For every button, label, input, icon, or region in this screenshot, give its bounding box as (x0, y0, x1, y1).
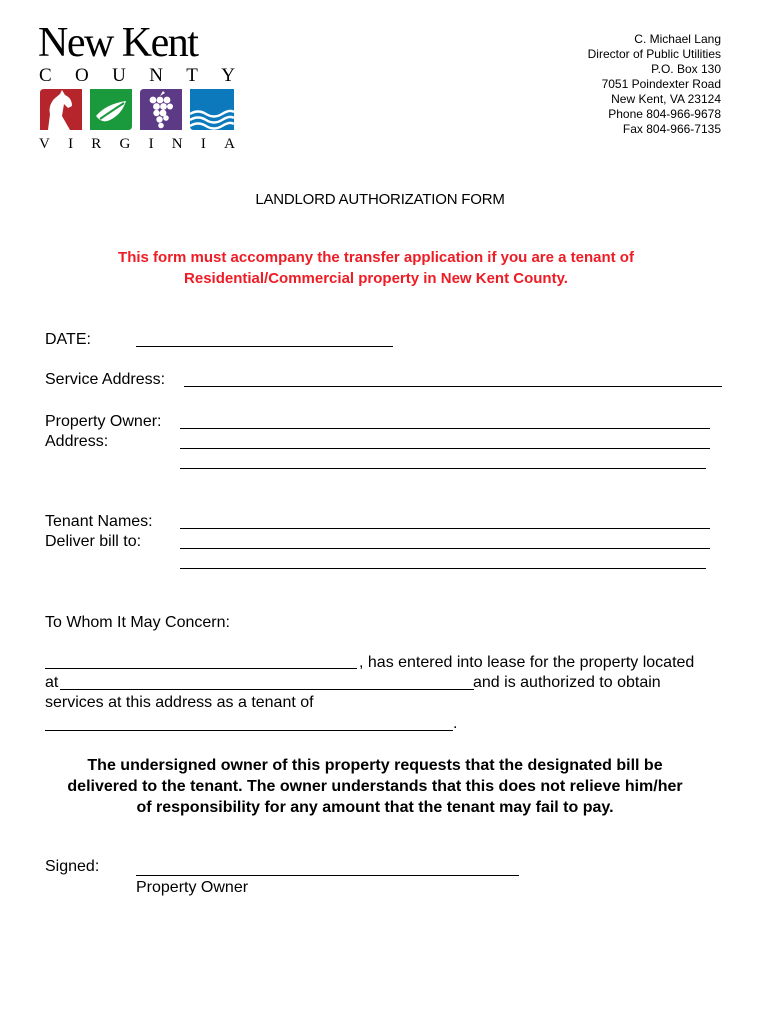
owner-statement (0, 755, 750, 818)
logo-letter: G (119, 136, 131, 152)
service-address-field[interactable] (184, 386, 722, 387)
logo-letter: A (224, 136, 235, 152)
lease-at-text: at (45, 674, 59, 691)
county-logo-county-word (39, 66, 235, 85)
statement-line: delivered to the tenant. The owner understands that this does not relieve him/her (67, 778, 683, 795)
form-title: LANDLORD AUTHORIZATION FORM (255, 191, 505, 208)
owner-address-label: Address: (45, 433, 109, 450)
logo-letter: R (91, 136, 102, 152)
notice-line: This form must accompany the transfer application if you are a tenant of (118, 249, 634, 266)
county-logo-state-word (39, 137, 235, 152)
address-line: C. Michael Lang (634, 32, 721, 46)
address-line: Fax 804-966-7135 (622, 122, 721, 136)
logo-letter: N (171, 136, 183, 152)
address-line: 7051 Poindexter Road (601, 77, 721, 91)
statement-line: The undersigned owner of this property requests that the designated bill be (87, 757, 663, 774)
logo-letter: C (39, 65, 52, 86)
authorized-text: and is authorized to obtain (473, 674, 661, 691)
property-owner-caption: Property Owner (136, 879, 249, 896)
period-text: . (453, 715, 458, 732)
signed-label: Signed: (45, 858, 100, 875)
deliver-bill-field[interactable] (180, 548, 710, 549)
notice-line: Residential/Commercial property in New Kent County. (184, 270, 568, 287)
address-line: New Kent, VA 23124 (611, 92, 721, 106)
owner-address-field-line2[interactable] (180, 468, 706, 469)
logo-letter: O (75, 65, 89, 86)
horse-emblem-icon (40, 89, 82, 130)
tenant-of-blank[interactable] (45, 730, 453, 731)
address-line: P.O. Box 130 (651, 62, 721, 76)
signature-field[interactable] (136, 875, 519, 876)
salutation: To Whom It May Concern: (45, 614, 230, 631)
water-emblem-icon (190, 89, 234, 130)
tenant-name-blank[interactable] (45, 668, 357, 669)
logo-letter: I (200, 136, 206, 152)
leaf-emblem-icon (90, 89, 132, 130)
logo-letter: Y (221, 65, 235, 86)
logo-letter: I (68, 136, 74, 152)
sender-address-block (588, 32, 721, 137)
address-line: Director of Public Utilities (587, 47, 721, 61)
tenant-names-field[interactable] (180, 528, 710, 529)
deliver-bill-field-line2[interactable] (180, 568, 706, 569)
address-line: Phone 804-966-9678 (608, 107, 721, 121)
date-label: DATE: (45, 331, 91, 348)
logo-letter: N (149, 65, 163, 86)
owner-address-field[interactable] (180, 448, 710, 449)
logo-letter: V (39, 136, 50, 152)
date-field[interactable] (136, 346, 393, 347)
property-owner-label: Property Owner: (45, 413, 162, 430)
county-logo-emblems (38, 86, 236, 133)
services-text: services at this address as a tenant of (45, 694, 314, 711)
form-notice (0, 247, 752, 289)
statement-line: of responsibility for any amount that the tenant may fail to pay. (136, 799, 614, 816)
grapes-emblem-icon (140, 89, 182, 130)
deliver-bill-label: Deliver bill to: (45, 533, 142, 550)
county-logo-name: New Kent (38, 20, 198, 66)
logo-letter: U (112, 65, 126, 86)
logo-letter: T (186, 65, 198, 86)
property-location-blank[interactable] (60, 689, 474, 690)
tenant-names-label: Tenant Names: (45, 513, 153, 530)
property-owner-field[interactable] (180, 428, 710, 429)
lease-text: , has entered into lease for the property located (359, 654, 695, 671)
logo-letter: I (148, 136, 154, 152)
service-address-label: Service Address: (45, 371, 166, 388)
